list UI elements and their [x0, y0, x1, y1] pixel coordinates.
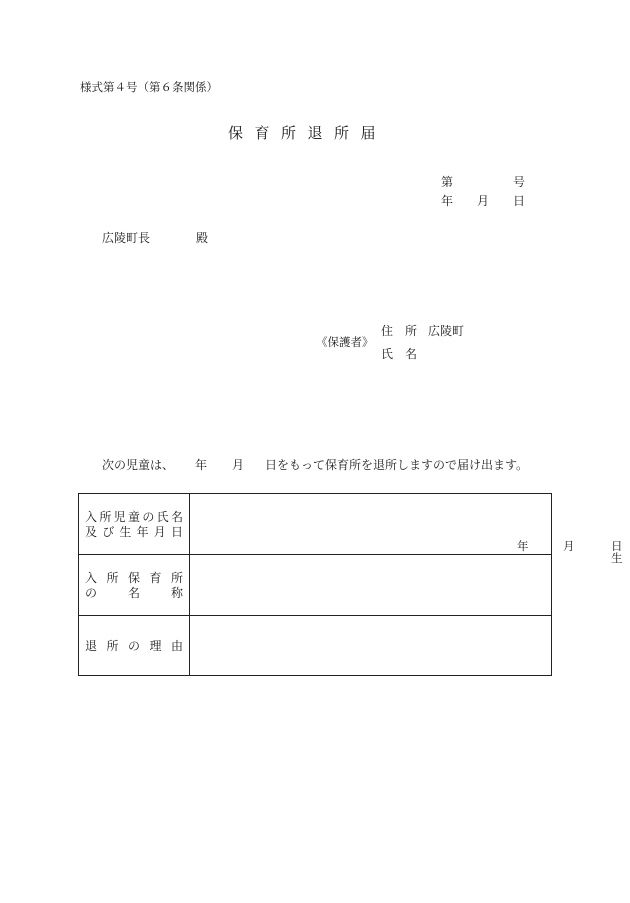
statement-month: 月	[232, 458, 245, 472]
address-label-1: 住	[381, 324, 394, 338]
document-title: 保育所退所届	[228, 124, 388, 142]
statement-year: 年	[195, 458, 208, 472]
date-year: 年	[441, 194, 454, 208]
statement-part1: 次の児童は、	[102, 458, 175, 472]
label-nursery-name	[79, 555, 190, 616]
guardian-label: 《保護者》	[316, 335, 374, 349]
statement-part2: 日をもって保育所を退所しますので届け出ます。	[265, 458, 529, 472]
doc-number-prefix: 第	[441, 175, 454, 189]
label-withdrawal-reason	[79, 616, 190, 676]
notification-table	[78, 493, 623, 676]
label-line: 及 び 生 年 月 日	[85, 525, 183, 539]
withdrawal-reason-field[interactable]	[190, 616, 552, 676]
child-name-field[interactable]	[190, 494, 623, 565]
nursery-name-field[interactable]	[190, 555, 552, 616]
label-child-name-birthdate	[79, 494, 190, 555]
doc-number-suffix: 号	[513, 175, 526, 189]
name-label-1: 氏	[381, 347, 394, 361]
table-row-reason	[79, 616, 552, 676]
honorific: 殿	[196, 231, 209, 245]
label-line: の 名 称	[85, 586, 183, 600]
date-day: 日	[513, 194, 526, 208]
table-row-child-name	[79, 494, 552, 555]
name-label-2: 名	[405, 347, 418, 361]
birth-year-label: 年	[517, 539, 529, 553]
address-label-2: 所	[405, 324, 418, 338]
address-value: 広陵町	[428, 324, 465, 338]
label-line: 入 所 保 育 所	[85, 571, 183, 585]
date-month: 月	[477, 194, 490, 208]
table-row-nursery-name	[79, 555, 552, 616]
birth-day-label: 日生	[611, 539, 623, 565]
addressee: 広陵町長	[102, 231, 151, 245]
label-line: 入 所 児 童 の 氏 名	[85, 510, 183, 524]
label-line: 退 所 の 理 由	[85, 639, 183, 653]
birth-month-label: 月	[563, 539, 575, 553]
form-id: 様式第４号（第６条関係）	[80, 80, 218, 94]
